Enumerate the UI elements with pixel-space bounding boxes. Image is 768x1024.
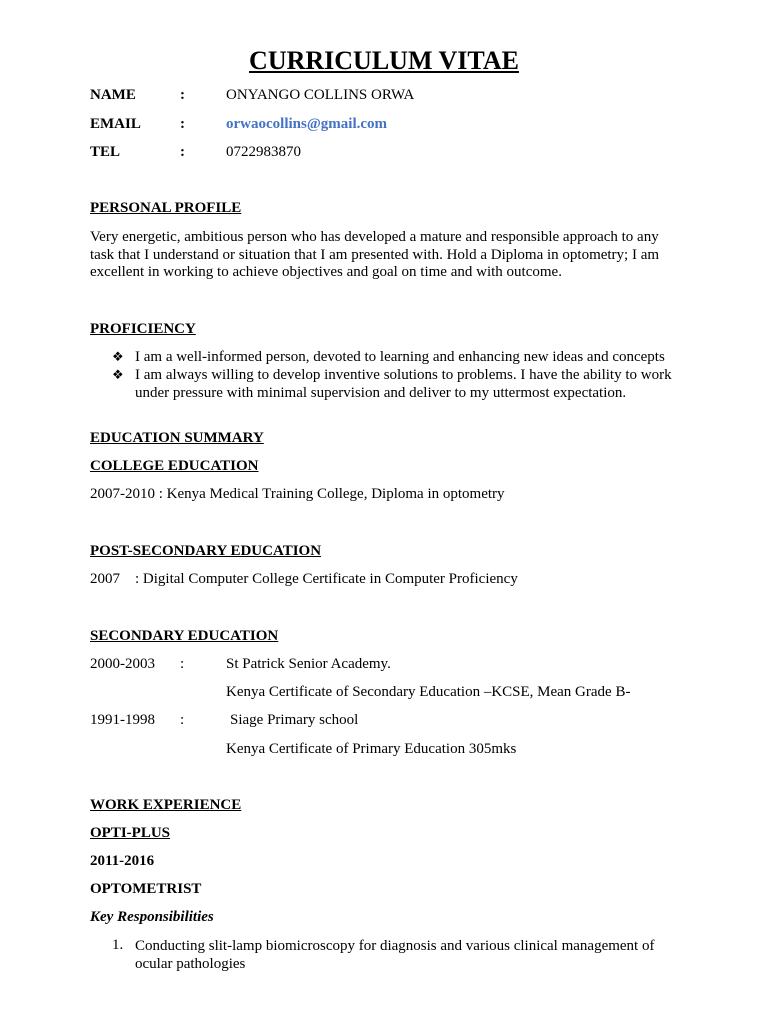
college-education-heading: COLLEGE EDUCATION bbox=[90, 458, 259, 474]
tel-value: 0722983870 bbox=[226, 144, 301, 160]
proficiency-item: I am always willing to develop inventive solutions to problems. I have the ability to work under pressure with minimal supervision and deliver to my uttermost expectation. bbox=[135, 367, 672, 401]
bullet-icon: ❖ bbox=[112, 367, 124, 382]
name-label: NAME bbox=[90, 87, 136, 103]
secondary-year: 2000-2003 bbox=[90, 656, 155, 672]
bullet-icon: ❖ bbox=[112, 349, 124, 364]
secondary-certificate: Kenya Certificate of Secondary Education –KCSE, Mean Grade B- bbox=[226, 684, 631, 700]
work-years: 2011-2016 bbox=[90, 853, 155, 869]
key-responsibilities-heading: Key Responsibilities bbox=[90, 909, 214, 925]
work-experience-heading: WORK EXPERIENCE bbox=[90, 797, 242, 813]
responsibility-number: 1. bbox=[112, 937, 124, 953]
primary-colon: : bbox=[180, 712, 185, 728]
primary-year: 1991-1998 bbox=[90, 712, 155, 728]
secondary-colon: : bbox=[180, 656, 185, 672]
proficiency-item: I am a well-informed person, devoted to learning and enhancing new ideas and concepts bbox=[135, 349, 665, 365]
education-summary-heading: EDUCATION SUMMARY bbox=[90, 430, 264, 446]
proficiency-heading: PROFICIENCY bbox=[90, 321, 196, 337]
post-secondary-text: : Digital Computer College Certificate in Computer Proficiency bbox=[135, 571, 518, 587]
tel-label: TEL bbox=[90, 144, 121, 160]
secondary-school: St Patrick Senior Academy. bbox=[226, 656, 391, 672]
job-title: OPTOMETRIST bbox=[90, 881, 202, 897]
post-secondary-heading: POST-SECONDARY EDUCATION bbox=[90, 543, 322, 559]
name-value: ONYANGO COLLINS ORWA bbox=[226, 87, 415, 103]
personal-profile-text: Very energetic, ambitious person who has developed a mature and responsible approach to any task that I understand or situation that I am presented with. Hold a Diploma in optometry; I am excellent in working to achieve objectives and goal on time and with outcome. bbox=[90, 229, 660, 280]
post-secondary-year: 2007 bbox=[90, 571, 120, 587]
secondary-education-heading: SECONDARY EDUCATION bbox=[90, 628, 279, 644]
personal-profile-heading: PERSONAL PROFILE bbox=[90, 200, 242, 216]
email-label: EMAIL bbox=[90, 116, 141, 132]
college-education-line: 2007-2010 : Kenya Medical Training College, Diploma in optometry bbox=[90, 486, 505, 502]
primary-certificate: Kenya Certificate of Primary Education 305mks bbox=[226, 741, 517, 757]
employer-name: OPTI-PLUS bbox=[90, 825, 171, 841]
document-title: CURRICULUM VITAE bbox=[249, 46, 519, 75]
name-colon: : bbox=[180, 87, 185, 103]
tel-colon: : bbox=[180, 144, 185, 160]
primary-school: Siage Primary school bbox=[230, 712, 359, 728]
responsibility-item: Conducting slit-lamp biomicroscopy for diagnosis and various clinical management of ocular pathologies bbox=[135, 938, 655, 972]
email-link[interactable]: orwaocollins@gmail.com bbox=[226, 116, 388, 132]
email-colon: : bbox=[180, 116, 185, 132]
